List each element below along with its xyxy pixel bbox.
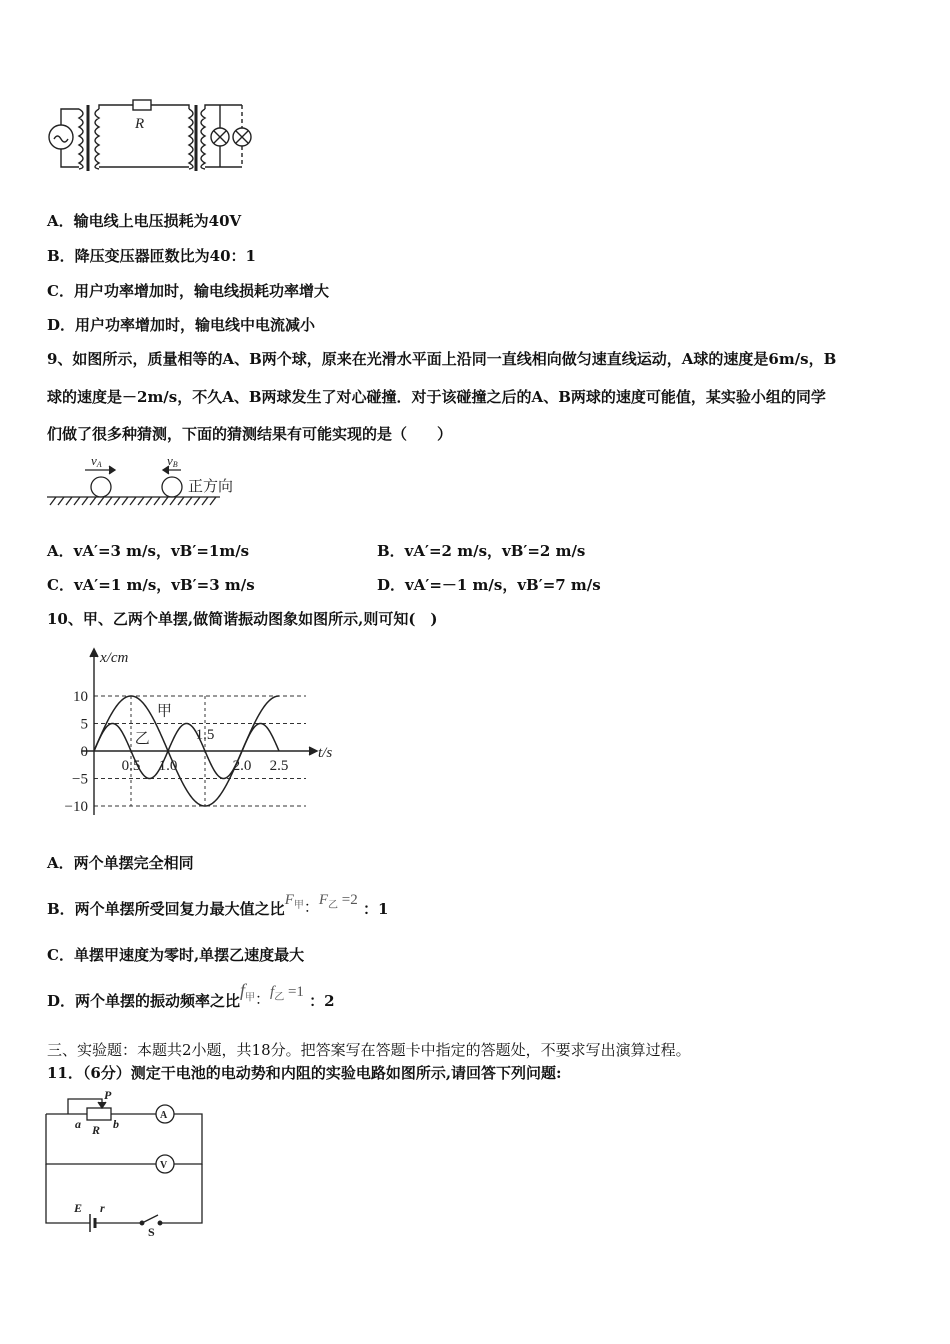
step-up-secondary-coil [95, 109, 99, 169]
q10-option-b [47, 892, 389, 921]
q10-option-b-text: B．两个单摆所受回复力最大值之比 [47, 900, 285, 918]
x-tick-label: 2.0 [232, 758, 252, 774]
ball-a [91, 477, 111, 497]
q8-option-b: B．降压变压器匝数比为40：1 [47, 247, 256, 265]
transformer-circuit-figure [45, 95, 260, 180]
series-yi-label: 乙 [134, 730, 150, 747]
series-jia-label: 甲 [156, 703, 172, 720]
x-axis-label: t/s [318, 745, 333, 761]
q9-option-d: D．vA′=－1 m/s，vB′=7 m/s [377, 576, 601, 594]
terminal-b-label: b [113, 1117, 119, 1131]
y-axis-arrow [90, 649, 98, 657]
x-tick-label: 1.5 [195, 727, 215, 743]
q8-option-d: D．用户功率增加时，输电线中电流减小 [47, 316, 316, 334]
f-yi-sub: 乙 [328, 900, 339, 911]
rheostat-label: R [92, 1123, 101, 1137]
terminal-a-label: a [75, 1117, 81, 1131]
q11-stem: 11．（6分）测定干电池的电动势和内阻的实验电路如图所示,请回答下列问题: [47, 1064, 562, 1082]
q10-option-d-colon: ： [255, 990, 271, 1008]
y-tick-label: 10 [73, 689, 88, 705]
step-down-secondary-coil [201, 109, 205, 169]
svg-text:vB [167, 453, 178, 469]
f-jia-freq-symbol: f [240, 980, 246, 1000]
ball-b [162, 477, 182, 497]
ac-source-icon [49, 125, 73, 149]
ammeter-label: A [160, 1110, 168, 1121]
shm-graph [50, 640, 340, 825]
q10-option-c: C．单摆甲速度为零时,单摆乙速度最大 [47, 946, 305, 964]
f-yi-symbol: F [318, 892, 329, 908]
q9-option-c: C．vA′=1 m/s，vB′=3 m/s [47, 576, 255, 594]
f-yi-freq-symbol: f [270, 984, 275, 1000]
x-tick-label: 0.5 [121, 758, 141, 774]
q10-option-d [47, 980, 335, 1014]
q9-stem-line-2: 球的速度是－2m/s，不久A、B两球发生了对心碰撞．对于该碰撞之后的A、B两球的速度可能值，某实验小组的同学 [47, 388, 826, 406]
q8-option-c: C．用户功率增加时，输电线损耗功率增大 [47, 282, 329, 300]
va-sub: A [96, 460, 102, 469]
y-tick-label: −10 [64, 799, 88, 815]
q10-option-b-tail: ：1 [363, 900, 389, 918]
va-label: v [91, 453, 97, 468]
emf-measurement-circuit [40, 1088, 215, 1238]
ground-hatching [50, 497, 216, 505]
q9-stem-line-1: 9、如图所示，质量相等的A、B两个球，原来在光滑水平面上沿同一直线相向做匀速直线运动，A球的速度是6m/s，B [47, 350, 837, 368]
positive-direction-label: 正方向 [188, 479, 234, 495]
voltmeter-label: V [160, 1160, 168, 1171]
resistor-label: R [135, 116, 145, 132]
f-yi-freq-sub: 乙 [274, 992, 285, 1003]
q10-option-d-tail: ：2 [309, 992, 335, 1010]
q10-option-b-eq: =2 [341, 892, 358, 908]
q9-option-b: B．vA′=2 m/s，vB′=2 m/s [377, 542, 586, 560]
slider-p-label: P [104, 1088, 112, 1102]
y-tick-label: 5 [80, 716, 88, 733]
collision-figure [45, 452, 255, 512]
step-down-primary-coil [189, 109, 193, 169]
rheostat-r [87, 1108, 111, 1120]
section-3-heading: 三、实验题：本题共2小题，共18分。把答案写在答题卡中指定的答题处，不要求写出演算过程。 [47, 1041, 691, 1059]
y-tick-label: 0 [80, 744, 88, 760]
f-jia-symbol: F [284, 892, 294, 908]
vb-sub: B [172, 460, 178, 469]
q10-option-b-colon: ： [303, 898, 319, 916]
svg-text:vA [91, 453, 102, 469]
line-resistor-r [133, 100, 151, 110]
f-jia-freq-sub: 甲 [245, 992, 256, 1004]
f-jia-sub: 甲 [293, 900, 304, 911]
y-tick-label: −5 [72, 771, 88, 788]
q10-option-d-text: D．两个单摆的振动频率之比 [47, 992, 241, 1010]
q8-option-a: A．输电线上电压损耗为40V [47, 212, 242, 230]
vb-label: v [167, 453, 173, 468]
q9-option-a: A．vA′=3 m/s，vB′=1m/s [47, 542, 250, 560]
q9-stem-line-3: 们做了很多种猜测，下面的猜测结果有可能实现的是（ ） [47, 425, 453, 443]
q10-option-d-eq: =1 [287, 984, 304, 1000]
switch-s-label: S [148, 1225, 155, 1238]
q10-option-a: A．两个单摆完全相同 [47, 854, 194, 872]
y-axis-label: x/cm [100, 650, 129, 666]
step-up-primary-coil [79, 109, 83, 169]
x-axis-arrow [309, 747, 317, 755]
internal-r-label: r [100, 1201, 105, 1215]
x-tick-label: 1.0 [158, 758, 178, 774]
switch-s[interactable] [142, 1215, 158, 1223]
x-tick-label: 2.5 [269, 758, 289, 774]
q10-stem: 10、甲、乙两个单摆,做简谐振动图象如图所示,则可知( ) [47, 610, 438, 628]
emf-e-label: E [74, 1201, 83, 1215]
